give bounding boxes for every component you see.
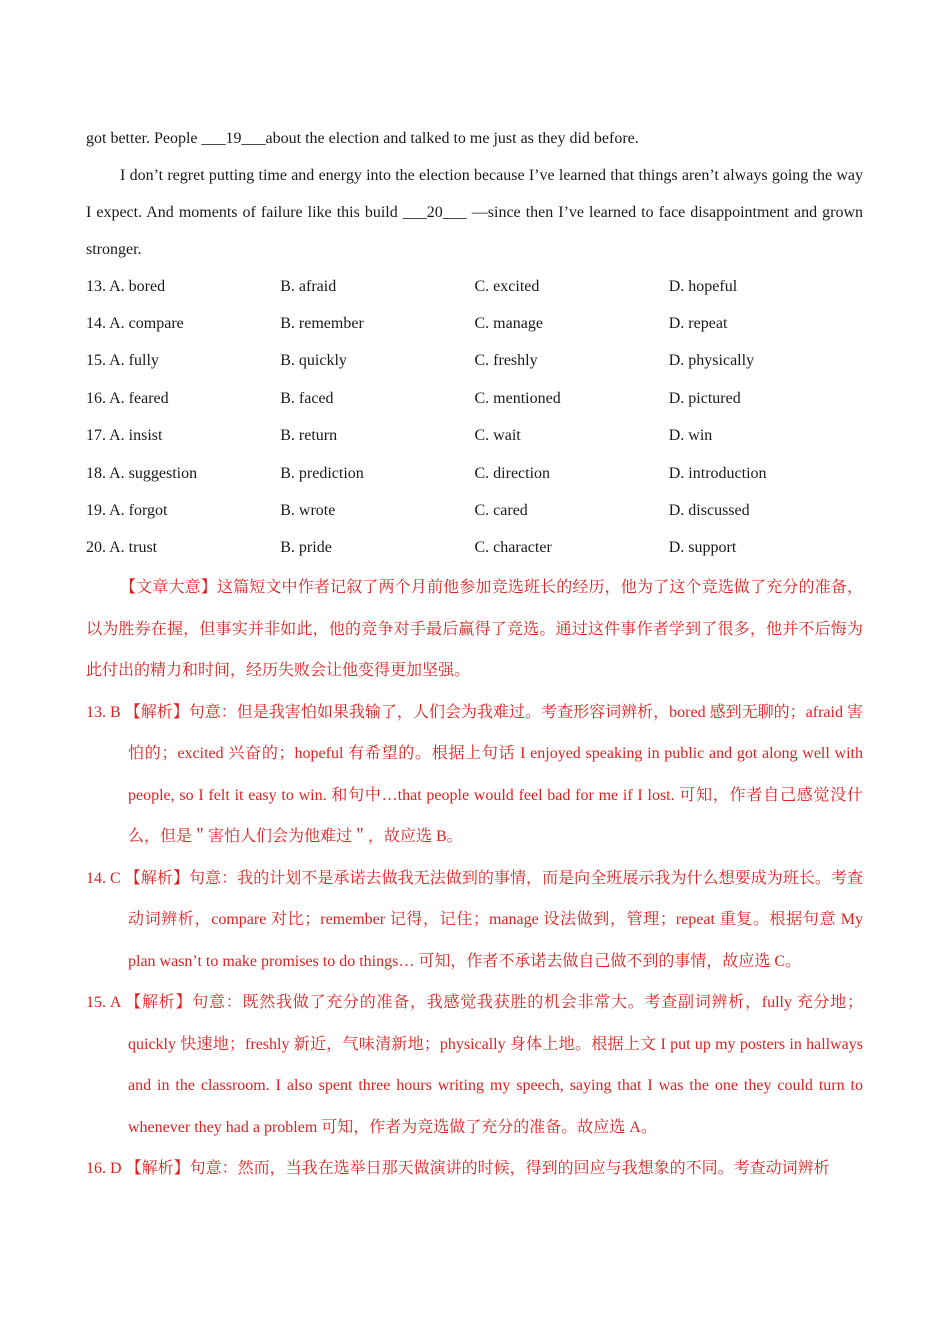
answer-explanation: 【解析】句意：既然我做了充分的准备，我感觉我获胜的机会非常大。考查副词辨析，fully 充分地；quickly 快速地；freshly 新近，气味清新地；physically 身体上地。根据上文 I put up my posters in hallways and in the classroom. I also spent three hours writing my speech, saying that I was the one they could turn to whenever they had a problem 可知，作者为竞选做了充分的准备。故应选 A。 [125,994,863,1136]
option-a: 15. A. fully [86,352,159,370]
option-c: C. freshly [474,352,538,370]
answer-explanation: 【解析】句意：我的计划不是承诺去做我无法做到的事情，而是向全班展示我为什么想要成为班长。考查动词辨析，compare 对比；remember 记得，记住；manage 设法做到，管理；repeat 重复。根据句意 My plan wasn’t to make promises to do things… 可知，作者不承诺去做自己做不到的事情，故应选 C。 [124,869,864,970]
option-c: C. character [474,539,552,557]
option-d: D. hopeful [668,277,738,295]
option-a: 18. A. suggestion [86,464,198,482]
option-row [86,455,863,492]
article-summary: 【文章大意】这篇短文中作者记叙了两个月前他参加竞选班长的经历，他为了这个竞选做了充分的准备，以为胜券在握，但事实并非如此，他的竞争对手最后赢得了竞选。通过这件事作者学到了很多，他并不后悔为此付出的精力和时间，经历失败会让他变得更加坚强。 [86,579,863,680]
answer-explanation: 【解析】句意：但是我害怕如果我输了，人们会为我难过。考查形容词辨析，bored 感到无聊的；afraid 害怕的；excited 兴奋的；hopeful 有希望的。根据上句话 I enjoyed speaking in public and got along well with people, so I felt it easy to win. 和句中…that people would feel bad for me if I lost. 可知，作者自己感觉没什么，但是＂害怕人们会为他难过＂，故应选 B。 [124,703,863,846]
option-row [86,418,863,455]
answer-number: 16. D [86,1160,122,1178]
option-row [86,343,863,380]
option-c: C. cared [474,502,528,520]
option-row [86,492,863,529]
option-d: D. win [668,427,713,445]
option-d: D. repeat [668,315,728,333]
option-a: 16. A. feared [86,389,169,407]
option-c: C. excited [474,277,540,295]
option-a: 20. A. trust [86,539,158,557]
option-b: B. faced [280,389,334,407]
option-b: B. return [280,427,338,445]
option-c: C. wait [474,427,521,445]
option-row [86,380,863,417]
answer-number: 15. A [86,994,121,1012]
option-c: C. mentioned [474,389,561,407]
option-b: B. prediction [280,464,364,482]
option-a: 19. A. forgot [86,502,168,520]
passage-paragraph: I don’t regret putting time and energy into the election because I’ve learned that things aren’t always going the way I expect. And moments of failure like this build ___20___ —since then I’ve learned to face disappointment and grown stronger. [86,167,863,258]
option-a: 17. A. insist [86,427,163,445]
passage-line: got better. People ___19___about the election and talked to me just as they did before. [86,130,639,147]
answer-analysis-13 [86,692,863,858]
option-d: D. support [668,539,737,557]
option-b: B. remember [280,315,364,333]
option-row [86,530,863,567]
option-b: B. pride [280,539,332,557]
option-c: C. manage [474,315,543,333]
option-a: 14. A. compare [86,315,184,333]
answer-explanation: 【解析】句意：然而，当我在选举日那天做演讲的时候，得到的回应与我想象的不同。考查动词辨析 [125,1160,830,1178]
answer-number: 14. C [86,869,121,887]
option-d: D. discussed [668,502,750,520]
option-b: B. afraid [280,277,337,295]
answer-analysis-15 [86,982,863,1148]
option-c: C. direction [474,464,551,482]
option-d: D. physically [668,352,755,370]
option-a: 13. A. bored [86,277,166,295]
answer-analysis-14 [86,858,863,983]
option-b: B. quickly [280,352,347,370]
option-row [86,268,863,305]
option-d: D. introduction [668,464,767,482]
option-b: B. wrote [280,502,336,520]
answer-analysis-16 [86,1148,863,1190]
document-page [86,120,863,1190]
option-row [86,305,863,342]
options-list [86,268,863,567]
answer-number: 13. B [86,703,121,721]
option-d: D. pictured [668,389,741,407]
